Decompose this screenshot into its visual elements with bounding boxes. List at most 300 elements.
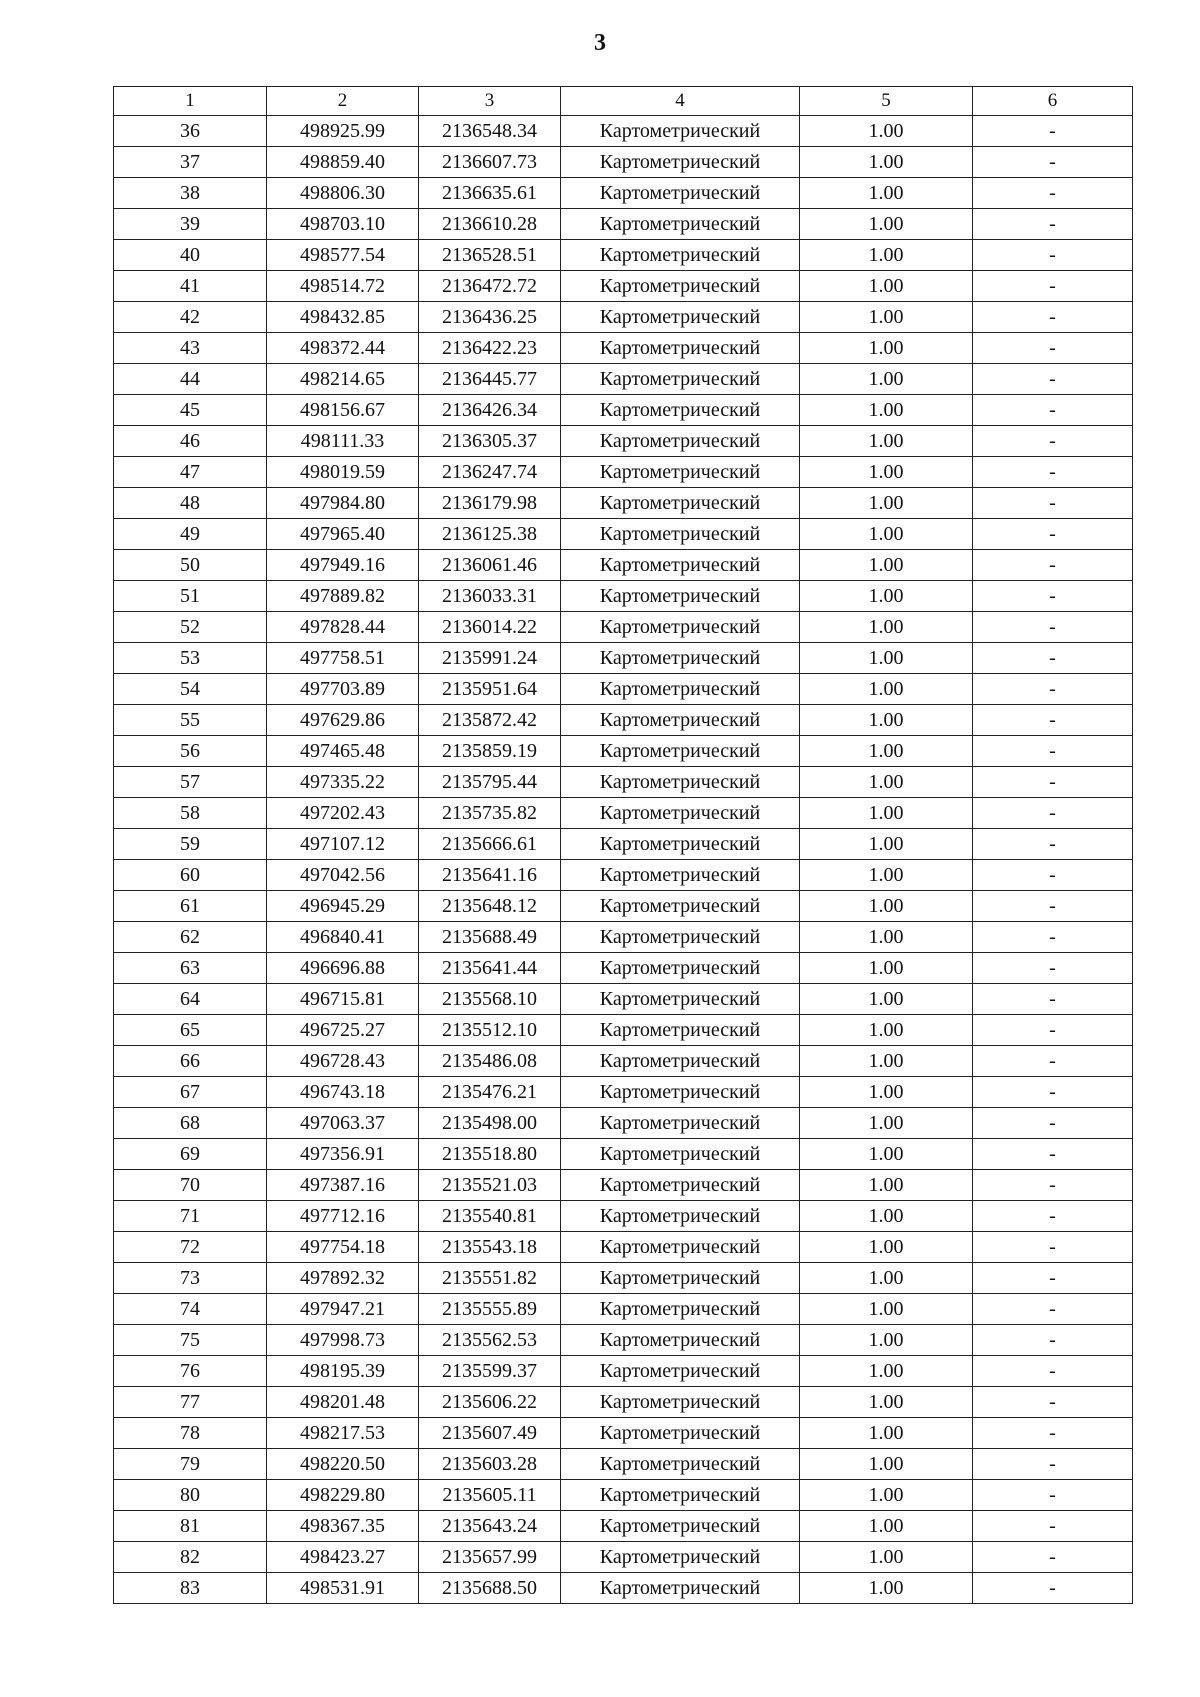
x-coordinate-cell: 496945.29	[267, 891, 419, 922]
x-coordinate-cell: 498432.85	[267, 302, 419, 333]
description-cell: -	[973, 829, 1133, 860]
accuracy-cell: 1.00	[800, 1511, 973, 1542]
description-cell: -	[973, 519, 1133, 550]
x-coordinate-cell: 498925.99	[267, 116, 419, 147]
description-cell: -	[973, 178, 1133, 209]
accuracy-cell: 1.00	[800, 550, 973, 581]
y-coordinate-cell: 2136426.34	[419, 395, 561, 426]
description-cell: -	[973, 922, 1133, 953]
x-coordinate-cell: 498703.10	[267, 209, 419, 240]
y-coordinate-cell: 2135951.64	[419, 674, 561, 705]
description-cell: -	[973, 271, 1133, 302]
description-cell: -	[973, 1108, 1133, 1139]
point-number-cell: 56	[114, 736, 267, 767]
description-cell: -	[973, 240, 1133, 271]
table-row	[114, 426, 1133, 457]
column-header: 4	[561, 87, 800, 116]
description-cell: -	[973, 767, 1133, 798]
method-cell: Картометрический	[561, 984, 800, 1015]
table-row	[114, 1542, 1133, 1573]
accuracy-cell: 1.00	[800, 1449, 973, 1480]
x-coordinate-cell: 496743.18	[267, 1077, 419, 1108]
x-coordinate-cell: 497042.56	[267, 860, 419, 891]
point-number-cell: 50	[114, 550, 267, 581]
point-number-cell: 63	[114, 953, 267, 984]
method-cell: Картометрический	[561, 1108, 800, 1139]
accuracy-cell: 1.00	[800, 1139, 973, 1170]
accuracy-cell: 1.00	[800, 457, 973, 488]
description-cell: -	[973, 798, 1133, 829]
table-row	[114, 891, 1133, 922]
point-number-cell: 43	[114, 333, 267, 364]
accuracy-cell: 1.00	[800, 643, 973, 674]
coordinates-table	[113, 86, 1133, 1604]
accuracy-cell: 1.00	[800, 1542, 973, 1573]
method-cell: Картометрический	[561, 1356, 800, 1387]
method-cell: Картометрический	[561, 705, 800, 736]
accuracy-cell: 1.00	[800, 333, 973, 364]
table-row	[114, 922, 1133, 953]
y-coordinate-cell: 2135551.82	[419, 1263, 561, 1294]
method-cell: Картометрический	[561, 395, 800, 426]
description-cell: -	[973, 457, 1133, 488]
method-cell: Картометрический	[561, 1480, 800, 1511]
method-cell: Картометрический	[561, 1046, 800, 1077]
x-coordinate-cell: 496696.88	[267, 953, 419, 984]
column-header: 5	[800, 87, 973, 116]
x-coordinate-cell: 497712.16	[267, 1201, 419, 1232]
method-cell: Картометрический	[561, 488, 800, 519]
description-cell: -	[973, 1511, 1133, 1542]
accuracy-cell: 1.00	[800, 674, 973, 705]
description-cell: -	[973, 891, 1133, 922]
table-row	[114, 488, 1133, 519]
description-cell: -	[973, 302, 1133, 333]
y-coordinate-cell: 2136610.28	[419, 209, 561, 240]
description-cell: -	[973, 1325, 1133, 1356]
description-cell: -	[973, 1542, 1133, 1573]
accuracy-cell: 1.00	[800, 116, 973, 147]
point-number-cell: 48	[114, 488, 267, 519]
point-number-cell: 51	[114, 581, 267, 612]
y-coordinate-cell: 2135872.42	[419, 705, 561, 736]
accuracy-cell: 1.00	[800, 488, 973, 519]
y-coordinate-cell: 2136528.51	[419, 240, 561, 271]
method-cell: Картометрический	[561, 922, 800, 953]
table-row	[114, 519, 1133, 550]
y-coordinate-cell: 2135859.19	[419, 736, 561, 767]
x-coordinate-cell: 498201.48	[267, 1387, 419, 1418]
method-cell: Картометрический	[561, 519, 800, 550]
accuracy-cell: 1.00	[800, 1108, 973, 1139]
table-row	[114, 674, 1133, 705]
x-coordinate-cell: 497465.48	[267, 736, 419, 767]
point-number-cell: 67	[114, 1077, 267, 1108]
description-cell: -	[973, 1294, 1133, 1325]
accuracy-cell: 1.00	[800, 581, 973, 612]
method-cell: Картометрический	[561, 1511, 800, 1542]
point-number-cell: 54	[114, 674, 267, 705]
x-coordinate-cell: 498531.91	[267, 1573, 419, 1604]
table-row	[114, 1108, 1133, 1139]
table-row	[114, 457, 1133, 488]
x-coordinate-cell: 497892.32	[267, 1263, 419, 1294]
x-coordinate-cell: 498019.59	[267, 457, 419, 488]
table-row	[114, 798, 1133, 829]
point-number-cell: 40	[114, 240, 267, 271]
method-cell: Картометрический	[561, 612, 800, 643]
method-cell: Картометрический	[561, 1170, 800, 1201]
description-cell: -	[973, 364, 1133, 395]
description-cell: -	[973, 1139, 1133, 1170]
point-number-cell: 80	[114, 1480, 267, 1511]
y-coordinate-cell: 2135641.44	[419, 953, 561, 984]
x-coordinate-cell: 497387.16	[267, 1170, 419, 1201]
description-cell: -	[973, 550, 1133, 581]
x-coordinate-cell: 497629.86	[267, 705, 419, 736]
table-row	[114, 705, 1133, 736]
x-coordinate-cell: 497107.12	[267, 829, 419, 860]
point-number-cell: 37	[114, 147, 267, 178]
table-row	[114, 581, 1133, 612]
point-number-cell: 68	[114, 1108, 267, 1139]
y-coordinate-cell: 2135735.82	[419, 798, 561, 829]
y-coordinate-cell: 2135486.08	[419, 1046, 561, 1077]
method-cell: Картометрический	[561, 767, 800, 798]
point-number-cell: 70	[114, 1170, 267, 1201]
table-row	[114, 1232, 1133, 1263]
y-coordinate-cell: 2135476.21	[419, 1077, 561, 1108]
accuracy-cell: 1.00	[800, 1263, 973, 1294]
accuracy-cell: 1.00	[800, 1294, 973, 1325]
y-coordinate-cell: 2136033.31	[419, 581, 561, 612]
description-cell: -	[973, 705, 1133, 736]
accuracy-cell: 1.00	[800, 1046, 973, 1077]
description-cell: -	[973, 1356, 1133, 1387]
x-coordinate-cell: 497947.21	[267, 1294, 419, 1325]
method-cell: Картометрический	[561, 271, 800, 302]
table-row	[114, 178, 1133, 209]
y-coordinate-cell: 2136422.23	[419, 333, 561, 364]
table-row	[114, 1325, 1133, 1356]
accuracy-cell: 1.00	[800, 767, 973, 798]
method-cell: Картометрический	[561, 860, 800, 891]
method-cell: Картометрический	[561, 1294, 800, 1325]
y-coordinate-cell: 2136061.46	[419, 550, 561, 581]
y-coordinate-cell: 2136125.38	[419, 519, 561, 550]
column-header: 6	[973, 87, 1133, 116]
x-coordinate-cell: 497828.44	[267, 612, 419, 643]
table-row	[114, 1356, 1133, 1387]
y-coordinate-cell: 2136472.72	[419, 271, 561, 302]
accuracy-cell: 1.00	[800, 519, 973, 550]
x-coordinate-cell: 496715.81	[267, 984, 419, 1015]
table-row	[114, 1015, 1133, 1046]
method-cell: Картометрический	[561, 1263, 800, 1294]
table-row	[114, 209, 1133, 240]
y-coordinate-cell: 2136436.25	[419, 302, 561, 333]
method-cell: Картометрический	[561, 674, 800, 705]
description-cell: -	[973, 116, 1133, 147]
description-cell: -	[973, 1449, 1133, 1480]
method-cell: Картометрический	[561, 147, 800, 178]
y-coordinate-cell: 2135540.81	[419, 1201, 561, 1232]
table-row	[114, 395, 1133, 426]
method-cell: Картометрический	[561, 1387, 800, 1418]
point-number-cell: 71	[114, 1201, 267, 1232]
accuracy-cell: 1.00	[800, 1387, 973, 1418]
x-coordinate-cell: 497335.22	[267, 767, 419, 798]
x-coordinate-cell: 498577.54	[267, 240, 419, 271]
x-coordinate-cell: 498214.65	[267, 364, 419, 395]
point-number-cell: 55	[114, 705, 267, 736]
description-cell: -	[973, 1263, 1133, 1294]
table-row	[114, 860, 1133, 891]
x-coordinate-cell: 497949.16	[267, 550, 419, 581]
y-coordinate-cell: 2136247.74	[419, 457, 561, 488]
description-cell: -	[973, 1387, 1133, 1418]
point-number-cell: 38	[114, 178, 267, 209]
table-row	[114, 1170, 1133, 1201]
point-number-cell: 62	[114, 922, 267, 953]
method-cell: Картометрический	[561, 333, 800, 364]
y-coordinate-cell: 2136635.61	[419, 178, 561, 209]
point-number-cell: 69	[114, 1139, 267, 1170]
description-cell: -	[973, 426, 1133, 457]
table-row	[114, 240, 1133, 271]
point-number-cell: 41	[114, 271, 267, 302]
table-row	[114, 1139, 1133, 1170]
x-coordinate-cell: 498859.40	[267, 147, 419, 178]
point-number-cell: 81	[114, 1511, 267, 1542]
y-coordinate-cell: 2135512.10	[419, 1015, 561, 1046]
y-coordinate-cell: 2135607.49	[419, 1418, 561, 1449]
table-row	[114, 1387, 1133, 1418]
x-coordinate-cell: 498367.35	[267, 1511, 419, 1542]
x-coordinate-cell: 496840.41	[267, 922, 419, 953]
y-coordinate-cell: 2135605.11	[419, 1480, 561, 1511]
description-cell: -	[973, 488, 1133, 519]
column-header: 2	[267, 87, 419, 116]
table-row	[114, 147, 1133, 178]
y-coordinate-cell: 2135643.24	[419, 1511, 561, 1542]
description-cell: -	[973, 612, 1133, 643]
y-coordinate-cell: 2135543.18	[419, 1232, 561, 1263]
description-cell: -	[973, 147, 1133, 178]
table-row	[114, 1480, 1133, 1511]
accuracy-cell: 1.00	[800, 302, 973, 333]
table-row	[114, 302, 1133, 333]
point-number-cell: 65	[114, 1015, 267, 1046]
table-row	[114, 1201, 1133, 1232]
table-row	[114, 1418, 1133, 1449]
accuracy-cell: 1.00	[800, 891, 973, 922]
method-cell: Картометрический	[561, 1573, 800, 1604]
method-cell: Картометрический	[561, 891, 800, 922]
method-cell: Картометрический	[561, 1418, 800, 1449]
accuracy-cell: 1.00	[800, 922, 973, 953]
column-header: 3	[419, 87, 561, 116]
description-cell: -	[973, 643, 1133, 674]
y-coordinate-cell: 2135521.03	[419, 1170, 561, 1201]
point-number-cell: 74	[114, 1294, 267, 1325]
y-coordinate-cell: 2135498.00	[419, 1108, 561, 1139]
accuracy-cell: 1.00	[800, 798, 973, 829]
accuracy-cell: 1.00	[800, 1015, 973, 1046]
x-coordinate-cell: 497758.51	[267, 643, 419, 674]
table-row	[114, 1263, 1133, 1294]
point-number-cell: 49	[114, 519, 267, 550]
accuracy-cell: 1.00	[800, 1170, 973, 1201]
y-coordinate-cell: 2135606.22	[419, 1387, 561, 1418]
method-cell: Картометрический	[561, 426, 800, 457]
description-cell: -	[973, 333, 1133, 364]
method-cell: Картометрический	[561, 798, 800, 829]
x-coordinate-cell: 497984.80	[267, 488, 419, 519]
description-cell: -	[973, 1480, 1133, 1511]
x-coordinate-cell: 497356.91	[267, 1139, 419, 1170]
point-number-cell: 72	[114, 1232, 267, 1263]
method-cell: Картометрический	[561, 1325, 800, 1356]
table-row	[114, 1294, 1133, 1325]
method-cell: Картометрический	[561, 550, 800, 581]
y-coordinate-cell: 2136179.98	[419, 488, 561, 519]
y-coordinate-cell: 2135518.80	[419, 1139, 561, 1170]
y-coordinate-cell: 2135688.50	[419, 1573, 561, 1604]
y-coordinate-cell: 2135666.61	[419, 829, 561, 860]
y-coordinate-cell: 2135568.10	[419, 984, 561, 1015]
point-number-cell: 75	[114, 1325, 267, 1356]
point-number-cell: 46	[114, 426, 267, 457]
point-number-cell: 57	[114, 767, 267, 798]
description-cell: -	[973, 1170, 1133, 1201]
method-cell: Картометрический	[561, 736, 800, 767]
table-row	[114, 271, 1133, 302]
description-cell: -	[973, 984, 1133, 1015]
accuracy-cell: 1.00	[800, 1573, 973, 1604]
x-coordinate-cell: 498220.50	[267, 1449, 419, 1480]
y-coordinate-cell: 2135603.28	[419, 1449, 561, 1480]
accuracy-cell: 1.00	[800, 860, 973, 891]
method-cell: Картометрический	[561, 829, 800, 860]
table-row	[114, 333, 1133, 364]
point-number-cell: 52	[114, 612, 267, 643]
accuracy-cell: 1.00	[800, 1418, 973, 1449]
x-coordinate-cell: 498806.30	[267, 178, 419, 209]
point-number-cell: 78	[114, 1418, 267, 1449]
table-row	[114, 643, 1133, 674]
method-cell: Картометрический	[561, 240, 800, 271]
x-coordinate-cell: 497063.37	[267, 1108, 419, 1139]
y-coordinate-cell: 2136607.73	[419, 147, 561, 178]
point-number-cell: 47	[114, 457, 267, 488]
method-cell: Картометрический	[561, 1077, 800, 1108]
method-cell: Картометрический	[561, 178, 800, 209]
point-number-cell: 77	[114, 1387, 267, 1418]
method-cell: Картометрический	[561, 953, 800, 984]
x-coordinate-cell: 498195.39	[267, 1356, 419, 1387]
page-number: 3	[594, 30, 606, 56]
x-coordinate-cell: 498514.72	[267, 271, 419, 302]
x-coordinate-cell: 497965.40	[267, 519, 419, 550]
point-number-cell: 66	[114, 1046, 267, 1077]
accuracy-cell: 1.00	[800, 829, 973, 860]
point-number-cell: 61	[114, 891, 267, 922]
table-row	[114, 829, 1133, 860]
accuracy-cell: 1.00	[800, 1201, 973, 1232]
table-row	[114, 364, 1133, 395]
table-row	[114, 984, 1133, 1015]
y-coordinate-cell: 2136445.77	[419, 364, 561, 395]
point-number-cell: 79	[114, 1449, 267, 1480]
point-number-cell: 39	[114, 209, 267, 240]
x-coordinate-cell: 496725.27	[267, 1015, 419, 1046]
accuracy-cell: 1.00	[800, 147, 973, 178]
method-cell: Картометрический	[561, 581, 800, 612]
accuracy-cell: 1.00	[800, 209, 973, 240]
point-number-cell: 45	[114, 395, 267, 426]
description-cell: -	[973, 395, 1133, 426]
table-row	[114, 1449, 1133, 1480]
column-header: 1	[114, 87, 267, 116]
y-coordinate-cell: 2135599.37	[419, 1356, 561, 1387]
point-number-cell: 36	[114, 116, 267, 147]
y-coordinate-cell: 2135648.12	[419, 891, 561, 922]
accuracy-cell: 1.00	[800, 271, 973, 302]
point-number-cell: 82	[114, 1542, 267, 1573]
y-coordinate-cell: 2135795.44	[419, 767, 561, 798]
point-number-cell: 83	[114, 1573, 267, 1604]
method-cell: Картометрический	[561, 1542, 800, 1573]
table-row	[114, 1046, 1133, 1077]
method-cell: Картометрический	[561, 116, 800, 147]
accuracy-cell: 1.00	[800, 426, 973, 457]
description-cell: -	[973, 1201, 1133, 1232]
point-number-cell: 53	[114, 643, 267, 674]
table-row	[114, 1077, 1133, 1108]
x-coordinate-cell: 497703.89	[267, 674, 419, 705]
accuracy-cell: 1.00	[800, 736, 973, 767]
method-cell: Картометрический	[561, 1139, 800, 1170]
y-coordinate-cell: 2136548.34	[419, 116, 561, 147]
description-cell: -	[973, 1077, 1133, 1108]
x-coordinate-cell: 497754.18	[267, 1232, 419, 1263]
y-coordinate-cell: 2135991.24	[419, 643, 561, 674]
y-coordinate-cell: 2135688.49	[419, 922, 561, 953]
x-coordinate-cell: 498156.67	[267, 395, 419, 426]
method-cell: Картометрический	[561, 643, 800, 674]
accuracy-cell: 1.00	[800, 240, 973, 271]
header-row	[114, 87, 1133, 116]
method-cell: Картометрический	[561, 364, 800, 395]
point-number-cell: 44	[114, 364, 267, 395]
x-coordinate-cell: 498111.33	[267, 426, 419, 457]
table-row	[114, 953, 1133, 984]
point-number-cell: 58	[114, 798, 267, 829]
table-row	[114, 1511, 1133, 1542]
table-row	[114, 767, 1133, 798]
description-cell: -	[973, 860, 1133, 891]
y-coordinate-cell: 2136014.22	[419, 612, 561, 643]
accuracy-cell: 1.00	[800, 984, 973, 1015]
x-coordinate-cell: 498217.53	[267, 1418, 419, 1449]
x-coordinate-cell: 497889.82	[267, 581, 419, 612]
point-number-cell: 73	[114, 1263, 267, 1294]
accuracy-cell: 1.00	[800, 953, 973, 984]
accuracy-cell: 1.00	[800, 1077, 973, 1108]
y-coordinate-cell: 2135562.53	[419, 1325, 561, 1356]
x-coordinate-cell: 498229.80	[267, 1480, 419, 1511]
